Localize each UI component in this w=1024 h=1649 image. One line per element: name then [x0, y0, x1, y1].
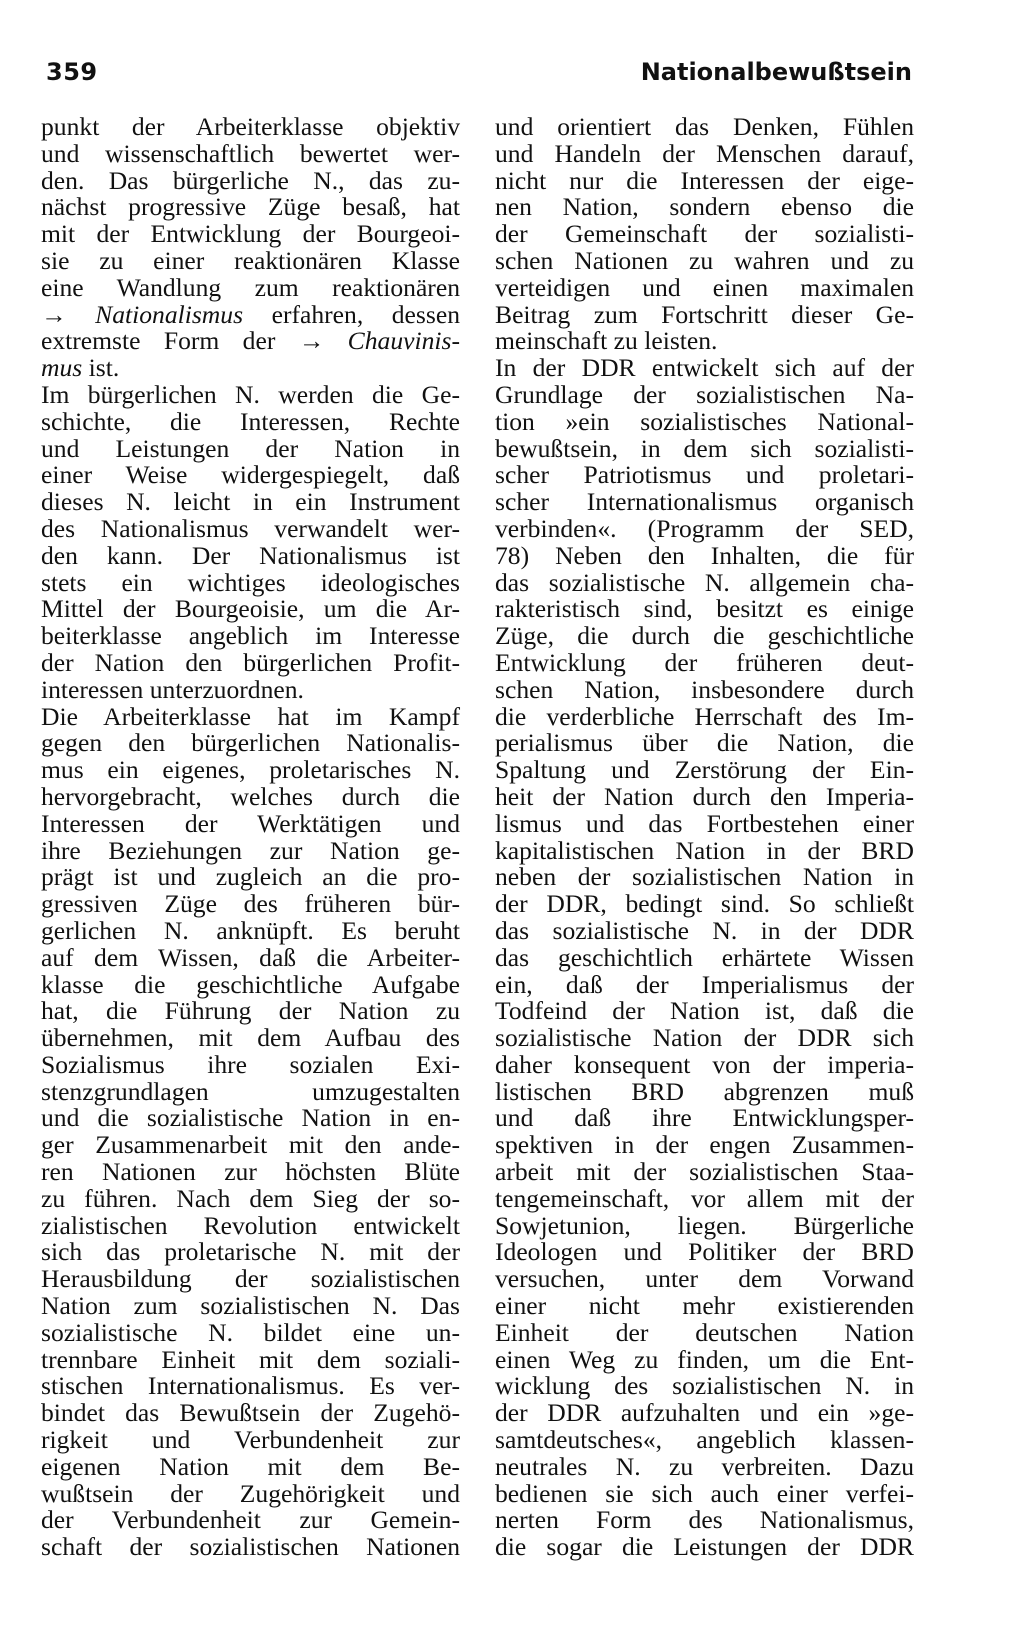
- text-line: rakteristisch sind, besitzt es einige: [495, 594, 914, 624]
- text-line: klasse die geschichtliche Aufgabe: [41, 969, 460, 999]
- text-line: und die sozialistische Nation in en-: [41, 1103, 460, 1133]
- text-line: scher Patriotismus und proletari-: [495, 460, 914, 490]
- text-line: stets ein wichtiges ideologisches: [41, 567, 460, 597]
- text-line: und Handeln der Menschen darauf,: [495, 138, 914, 168]
- text-line: einer nicht mehr existierenden: [495, 1291, 914, 1321]
- text-line: Spaltung und Zerstörung der Ein-: [495, 755, 914, 785]
- text-line: stischen Internationalismus. Es ver-: [41, 1371, 460, 1401]
- page-number: 359: [46, 58, 98, 86]
- text-line: schen Nationen zu wahren und zu: [495, 245, 914, 275]
- text-line: trennbare Einheit mit dem soziali-: [41, 1344, 460, 1374]
- text-line: einen Weg zu finden, um die Ent-: [495, 1344, 914, 1374]
- text-line: gerlichen N. anknüpft. Es beruht: [41, 915, 460, 945]
- text-line: gegen den bürgerlichen Nationalis-: [41, 728, 460, 758]
- text-line: und wissenschaftlich bewertet wer-: [41, 138, 460, 168]
- text-line: beiterklasse angeblich im Interesse: [41, 621, 460, 651]
- text-line: meinschaft zu leisten.: [495, 326, 718, 356]
- text-line: des Nationalismus verwandelt wer-: [41, 513, 460, 543]
- text-line: mus ein eigenes, proletarisches N.: [41, 755, 460, 785]
- text-line: und orientiert das Denken, Fühlen: [495, 112, 914, 141]
- text-line: das sozialistische N. in der DDR: [495, 915, 914, 945]
- text-line: neutrales N. zu verbreiten. Dazu: [495, 1451, 914, 1481]
- text-line: und daß ihre Entwicklungsper-: [495, 1103, 914, 1133]
- text-line: Herausbildung der sozialistischen: [41, 1264, 460, 1294]
- text-line: sie zu einer reaktionären Klasse: [41, 245, 460, 275]
- text-line: daher konsequent von der imperia-: [495, 1049, 914, 1079]
- text-line: Todfeind der Nation ist, daß die: [495, 996, 914, 1026]
- text-line: der DDR aufzuhalten und ein »ge-: [495, 1398, 914, 1428]
- cross-reference-term: Nationalismus: [95, 299, 244, 329]
- text-line: hervorgebracht, welches durch die: [41, 781, 460, 811]
- text-line: tengemeinschaft, vor allem mit der: [495, 1183, 914, 1213]
- text-line: verteidigen und einen maximalen: [495, 272, 914, 302]
- page-header: [46, 58, 912, 92]
- text-line: ger Zusammenarbeit mit den ande-: [41, 1130, 460, 1160]
- cross-reference-term: mus: [41, 353, 83, 383]
- text-line: perialismus über die Nation, die: [495, 728, 914, 758]
- text-line: nen Nation, sondern ebenso die: [495, 192, 914, 222]
- text-line: punkt der Arbeiterklasse objektiv: [41, 112, 460, 141]
- text-line: stenzgrundlagen umzugestalten: [41, 1076, 460, 1106]
- text-line: die verderbliche Herrschaft des Im-: [495, 701, 914, 731]
- text-fragment: →: [41, 299, 96, 329]
- text-line: das sozialistische N. allgemein cha-: [495, 567, 914, 597]
- text-column-left: [41, 114, 460, 1561]
- text-line: wußtsein der Zugehörigkeit und: [41, 1478, 460, 1508]
- text-line: gressiven Züge des früheren bür-: [41, 889, 460, 919]
- text-line: Entwicklung der früheren deut-: [495, 647, 914, 677]
- text-line: mit der Entwicklung der Bourgeoi-: [41, 219, 460, 249]
- text-line: [41, 299, 460, 329]
- text-line: nicht nur die Interessen der eige-: [495, 165, 914, 195]
- text-line: Im bürgerlichen N. werden die Ge-: [41, 379, 460, 409]
- text-line: ren Nationen zur höchsten Blüte: [41, 1157, 460, 1187]
- text-line: Mittel der Bourgeoisie, um die Ar-: [41, 594, 460, 624]
- text-line: bedienen sie sich auch einer verfei-: [495, 1478, 914, 1508]
- text-line: Einheit der deutschen Nation: [495, 1317, 914, 1347]
- text-line: listischen BRD abgrenzen muß: [495, 1076, 914, 1106]
- text-line: sozialistische N. bildet eine un-: [41, 1317, 460, 1347]
- text-line: sozialistische Nation der DDR sich: [495, 1023, 914, 1053]
- text-line: verbinden«. (Programm der SED,: [495, 513, 914, 543]
- text-line: [41, 355, 460, 382]
- text-line: schichte, die Interessen, Rechte: [41, 406, 460, 436]
- text-line: den kann. Der Nationalismus ist: [41, 540, 460, 570]
- text-line: auf dem Wissen, daß die Arbeiter-: [41, 942, 460, 972]
- text-line: dieses N. leicht in ein Instrument: [41, 487, 460, 517]
- text-line: samtdeutsches«, angeblich klassen-: [495, 1425, 914, 1455]
- text-line: 78) Neben den Inhalten, die für: [495, 540, 914, 570]
- text-line: Die Arbeiterklasse hat im Kampf: [41, 701, 460, 731]
- text-fragment: erfahren, dessen: [243, 299, 460, 329]
- text-line: die sogar die Leistungen der DDR: [495, 1532, 914, 1562]
- text-line: das geschichtlich erhärtete Wissen: [495, 942, 914, 972]
- text-line: ein, daß der Imperialismus der: [495, 969, 914, 999]
- text-line: wicklung des sozialistischen N. in: [495, 1371, 914, 1401]
- text-line: Grundlage der sozialistischen Na-: [495, 379, 914, 409]
- text-line: eine Wandlung zum reaktionären: [41, 272, 460, 302]
- text-line: den. Das bürgerliche N., das zu-: [41, 165, 460, 195]
- text-fragment: ist.: [82, 353, 120, 383]
- text-line: prägt ist und zugleich an die pro-: [41, 862, 460, 892]
- text-line: bindet das Bewußtsein der Zugehö-: [41, 1398, 460, 1428]
- text-line: Nation zum sozialistischen N. Das: [41, 1291, 460, 1321]
- text-line: Interessen der Werktätigen und: [41, 808, 460, 838]
- text-line: rigkeit und Verbundenheit zur: [41, 1425, 460, 1455]
- text-line: schaft der sozialistischen Nationen: [41, 1532, 460, 1562]
- text-line: nerten Form des Nationalismus,: [495, 1505, 914, 1535]
- text-line: In der DDR entwickelt sich auf der: [495, 353, 914, 383]
- text-fragment: extremste Form der →: [41, 326, 348, 356]
- text-line: hat, die Führung der Nation zu: [41, 996, 460, 1026]
- text-line: arbeit mit der sozialistischen Staa-: [495, 1157, 914, 1187]
- text-line: scher Internationalismus organisch: [495, 487, 914, 517]
- running-head: Nationalbewußtsein: [640, 58, 912, 86]
- text-line: [41, 328, 460, 355]
- text-line: der Gemeinschaft der sozialisti-: [495, 219, 914, 249]
- text-line: eigenen Nation mit dem Be-: [41, 1451, 460, 1481]
- text-line: interessen unterzuordnen.: [41, 674, 304, 704]
- text-line: der Verbundenheit zur Gemein-: [41, 1505, 460, 1535]
- text-line: tion »ein sozialistisches National-: [495, 406, 914, 436]
- text-line: Ideologen und Politiker der BRD: [495, 1237, 914, 1267]
- text-line: zu führen. Nach dem Sieg der so-: [41, 1183, 460, 1213]
- text-line: Beitrag zum Fortschritt dieser Ge-: [495, 299, 914, 329]
- text-line: bewußtsein, in dem sich sozialisti-: [495, 433, 914, 463]
- text-line: ihre Beziehungen zur Nation ge-: [41, 835, 460, 865]
- text-line: Sowjetunion, liegen. Bürgerliche: [495, 1210, 914, 1240]
- text-line: schen Nation, insbesondere durch: [495, 674, 914, 704]
- cross-reference-term: Chauvinis-: [347, 326, 460, 356]
- text-line: der DDR, bedingt sind. So schließt: [495, 889, 914, 919]
- text-line: einer Weise widergespiegelt, daß: [41, 460, 460, 490]
- text-line: neben der sozialistischen Nation in: [495, 862, 914, 892]
- text-line: der Nation den bürgerlichen Profit-: [41, 647, 460, 677]
- text-line: nächst progressive Züge besaß, hat: [41, 192, 460, 222]
- text-line: spektiven in der engen Zusammen-: [495, 1130, 914, 1160]
- text-line: Sozialismus ihre sozialen Exi-: [41, 1049, 460, 1079]
- text-line: kapitalistischen Nation in der BRD: [495, 835, 914, 865]
- text-line: versuchen, unter dem Vorwand: [495, 1264, 914, 1294]
- text-line: zialistischen Revolution entwickelt: [41, 1210, 460, 1240]
- text-line: übernehmen, mit dem Aufbau des: [41, 1023, 460, 1053]
- text-line: heit der Nation durch den Imperia-: [495, 781, 914, 811]
- text-line: und Leistungen der Nation in: [41, 433, 460, 463]
- text-line: lismus und das Fortbestehen einer: [495, 808, 914, 838]
- text-column-right: [495, 114, 914, 1561]
- text-line: Züge, die durch die geschichtliche: [495, 621, 914, 651]
- text-line: sich das proletarische N. mit der: [41, 1237, 460, 1267]
